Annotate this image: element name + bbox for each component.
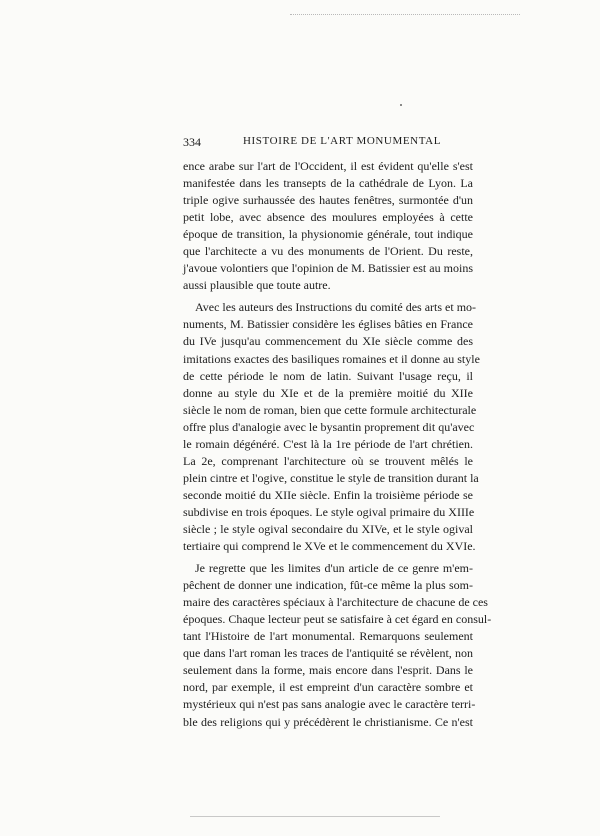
text-line: aussi plausible que toute autre. [183, 278, 331, 293]
text-line: Avec les auteurs des Instructions du comité des arts et mo- [195, 300, 477, 315]
text-line: ble des religions qui y précédèrent le christianisme. Ce n'est [183, 714, 473, 729]
paragraph-3 [183, 560, 492, 730]
body-text [183, 158, 492, 731]
text-line: manifestée dans les transepts de la cathédrale de Lyon. La [183, 176, 473, 191]
text-line: du IVe jusqu'au commencement du XIe siècle comme des [183, 334, 473, 349]
text-line: offre plus d'analogie avec le bysantin proprement dit qu'avec [183, 419, 475, 434]
text-line: triple ogive surhaussée des hautes fenêtres, surmontée d'un [183, 193, 473, 208]
text-line: époques. Chaque lecteur peut se satisfaire à cet égard en consul- [183, 612, 492, 627]
text-line: La 2e, comprenant l'architecture où se trouvent mêlés le [183, 453, 473, 468]
text-line: ence arabe sur l'art de l'Occident, il est évident qu'elle s'est [183, 159, 473, 173]
text-line: imitations exactes des basiliques romaines et il donne au style [183, 351, 480, 366]
text-line: le romain dégénéré. C'est là la 1re période de l'art chrétien. [183, 436, 473, 451]
text-line: de cette période le nom de latin. Suivant l'usage reçu, il [183, 368, 473, 383]
running-title: HISTOIRE DE L'ART MONUMENTAL [243, 135, 442, 147]
text-line: mystérieux qui n'est pas sans analogie avec le caractère terri- [183, 697, 476, 712]
text-line: nord, par exemple, il est empreint d'un caractère sombre et [183, 680, 473, 695]
text-line: siècle le nom de roman, bien que cette formule architecturale [183, 402, 477, 417]
text-line: seulement dans la forme, mais encore dans l'esprit. Dans le [183, 663, 473, 678]
text-line: petit lobe, avec absence des moulures employées à cette [183, 210, 473, 225]
text-line: pêchent de donner une indication, fût-ce même la plus som- [183, 578, 473, 593]
paragraph-1 [183, 158, 473, 294]
text-line: siècle ; le style ogival secondaire du XIVe, et le style ogival [183, 521, 473, 536]
text-line: que l'architecte a vu des monuments de l'Orient. Du reste, [183, 244, 473, 259]
text-line: donne au style du XIe et de la première moitié du XIIe [183, 385, 473, 400]
text-line: j'avoue volontiers que l'opinion de M. Batissier est au moins [183, 261, 473, 276]
text-line: seconde moitié du XIIe siècle. Enfin la troisième période se [183, 487, 473, 502]
text-line: plein cintre et l'ogive, constitue le style de transition durant la [183, 470, 479, 485]
ink-speck [400, 104, 402, 106]
text-line: que dans l'art roman les traces de l'antiquité se révèlent, non [183, 646, 473, 661]
text-line: tertiaire qui comprend le XVe et le commencement du XVIe. [183, 539, 476, 554]
text-line: maire des caractères spéciaux à l'architecture de chacune de ces [183, 595, 488, 610]
text-line: tant l'Histoire de l'art monumental. Remarquons seulement [183, 629, 473, 644]
bottom-edge-mark [190, 816, 440, 817]
text-line: numents, M. Batissier considère les églises bâties en France [183, 317, 473, 332]
text-line: époque de transition, la physionomie générale, tout indique [183, 227, 473, 242]
text-line: subdivise en trois époques. Le style ogival primaire du XIIIe [183, 504, 475, 519]
top-edge-mark [290, 14, 520, 15]
paragraph-2 [183, 299, 480, 555]
page-number: 334 [183, 135, 201, 149]
text-line: Je regrette que les limites d'un article de ce genre m'em- [195, 561, 473, 576]
